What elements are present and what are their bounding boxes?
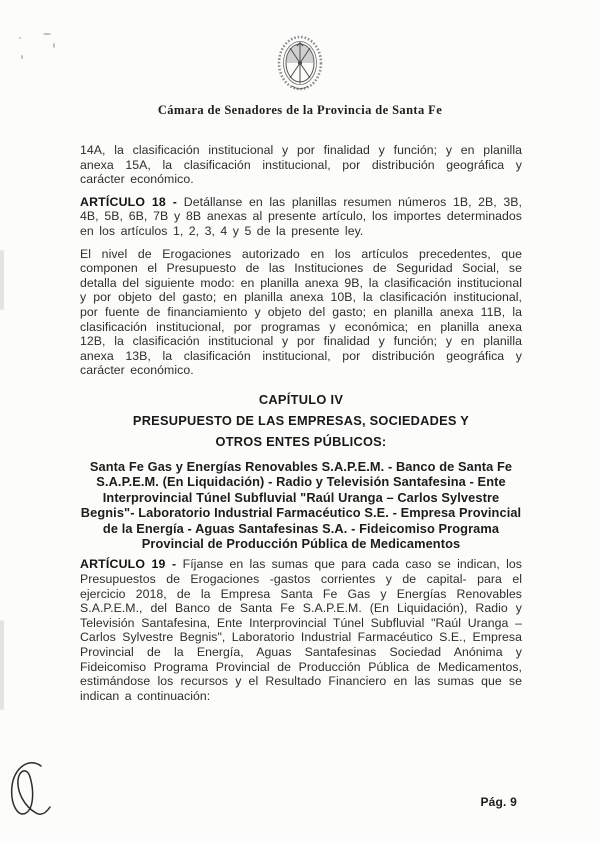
entities-list: Santa Fe Gas y Energías Renovables S.A.P.E.M. - Banco de Santa Fe S.A.P.E.M. (En Liquidación) - Radio y Televisión Santafesina - Ente Interprovincial Túnel Subfluvial "Raúl Uranga – Carlos Sylvestre Begnis"- Laboratorio Industrial Farmacéutico S.E. - Empresa Provincial de la Energía - Aguas Santafesinas S.A. - Fideicomiso Programa Provincial de Producción Pública de Medicamentos [80,458,522,551]
document-body [80,143,522,711]
paragraph-text: 14A, la clasificación institucional y por finalidad y función; y en planilla anexa 15A, la clasificación institucional, por distribución geográfica y carácter económico. [80,143,522,187]
page-number: Pág. 9 [480,795,517,809]
articulo-18-label: ARTÍCULO 18 - [80,194,184,209]
paragraph-articulo-18 [80,195,522,239]
handwritten-initial-mark [5,758,53,825]
paragraph-text: El nivel de Erogaciones autorizado en los artículos precedentes, que componen el Presupuesto de las Instituciones de Seguridad Social, se detalla del siguiente modo: en planilla anexa 9B, la clasificación institucional y por objeto del gasto; en planilla anexa 10B, la clasificación institucional, por fuente de financiamiento y objeto del gasto; en planilla anexa 11B, la clasificación institucional, por programas y económica; en planilla anexa 12B, la clasificación institucional y por finalidad y función; y en planilla anexa 13B, la clasificación institucional, por distribución geográfica y carácter económico. [80,246,522,378]
paragraph-articulo-19 [80,557,522,703]
scan-speck [19,37,21,39]
provincial-seal-icon [275,33,325,98]
chapter-subtitle-line2: OTROS ENTES PÚBLICOS: [215,433,387,449]
scan-edge-smudge [0,250,4,310]
scan-speck [21,55,23,59]
chapter-title: CAPÍTULO IV [258,391,344,407]
paragraph-seguridad-social [80,247,522,378]
scan-edge-smudge [0,620,4,710]
articulo-19-text: Fíjanse en las sumas que para cada caso se indican, los Presupuestos de Erogaciones -gastos corrientes y de capital- para el ejercicio 2018, de la Empresa Santa Fe Gas y Energías Renovables S.A.P.E.M., del Banco de Santa Fe S.A.P.E.M. (En Liquidación), Radio y Televisión Santafesina, Ente Interprovincial Túnel Subfluvial "Raúl Uranga – Carlos Sylvestre Begnis", Laboratorio Industrial Farmacéutico S.E., Empresa Provincial de la Energía, Aguas Santafesinas Sociedad Anónima y Fideicomiso Programa Provincial de Producción Pública de Medicamentos, estimándose los recursos y el Resultado Financiero en las sumas que se indican a continuación: [80,557,522,703]
paragraph-planillas-14a-15a [80,143,522,187]
scan-speck [53,43,55,48]
articulo-19-label: ARTÍCULO 19 - [80,557,183,572]
scan-speck [43,33,51,35]
chapter-subtitle-line1: PRESUPUESTO DE LAS EMPRESAS, SOCIEDADES Y [132,412,470,428]
articulo-18-text: Detállanse en las planillas resumen números 1B, 2B, 3B, 4B, 5B, 6B, 7B y 8B anexas al presente artículo, los importes determinados en los artículos 1, 2, 3, 4 y 5 de la presente ley. [80,194,522,238]
institution-name: Cámara de Senadores de la Provincia de Santa Fe [157,103,443,117]
